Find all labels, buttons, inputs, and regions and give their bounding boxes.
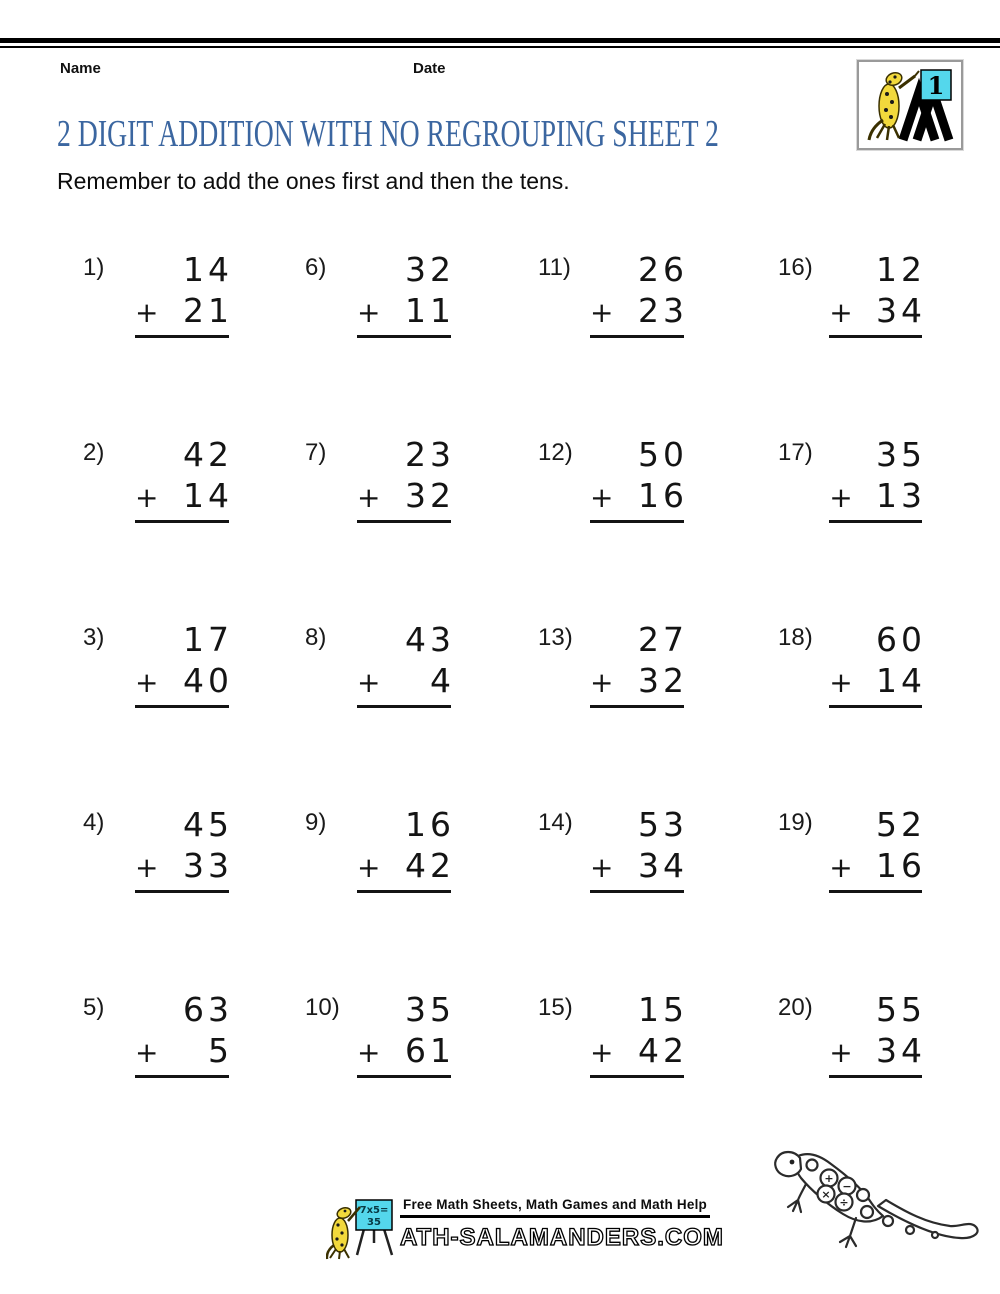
addend-top: 60 <box>876 620 926 659</box>
addend-bottom: 32 <box>638 661 688 700</box>
problem-column <box>357 804 455 893</box>
addend-bottom: 5 <box>208 1031 233 1070</box>
plus-sign: + <box>135 666 159 699</box>
problem-column <box>829 804 926 893</box>
addition-problem <box>83 619 305 804</box>
addend-bottom-row <box>357 661 455 703</box>
problem-number: 19) <box>778 809 813 836</box>
addition-problem <box>305 989 538 1174</box>
footer-wordmark <box>400 1219 724 1253</box>
addend-bottom: 32 <box>405 476 455 515</box>
problem-number: 3) <box>83 624 105 651</box>
problem-column <box>829 619 926 708</box>
addend-top: 52 <box>876 805 926 844</box>
addend-bottom-row <box>829 476 926 518</box>
addition-problem <box>778 619 926 804</box>
problem-column <box>590 804 688 893</box>
addend-bottom-row <box>135 476 233 518</box>
problem-number: 16) <box>778 254 813 281</box>
gecko-times-symbol: × <box>821 1188 831 1201</box>
addend-bottom-row <box>590 291 688 333</box>
problem-column <box>135 249 233 338</box>
problem-column <box>829 249 926 338</box>
addend-top: 45 <box>183 805 233 844</box>
addend-bottom: 23 <box>638 291 688 330</box>
addend-bottom: 61 <box>405 1031 455 1070</box>
addend-bottom-row <box>829 1031 926 1073</box>
date-label: Date <box>413 60 446 77</box>
addition-problem <box>538 249 778 434</box>
addition-problem <box>778 249 926 434</box>
plus-sign: + <box>590 296 614 329</box>
addend-bottom-row <box>357 476 455 518</box>
addend-bottom-row <box>829 846 926 888</box>
addend-top: 15 <box>638 990 688 1029</box>
addend-top: 12 <box>876 250 926 289</box>
addition-problem <box>83 989 305 1174</box>
problem-number: 12) <box>538 439 573 466</box>
gecko-minus-symbol: − <box>842 1180 852 1193</box>
problem-column <box>829 434 926 523</box>
problem-number: 17) <box>778 439 813 466</box>
addition-problem <box>538 804 778 989</box>
plus-sign: + <box>135 481 159 514</box>
problem-column <box>590 619 688 708</box>
footer-rule <box>400 1215 710 1218</box>
addition-problem <box>305 434 538 619</box>
problem-number: 14) <box>538 809 573 836</box>
addend-bottom-row <box>357 846 455 888</box>
addend-top: 35 <box>876 435 926 474</box>
problem-number: 2) <box>83 439 105 466</box>
addition-problem <box>83 804 305 989</box>
addend-bottom-row <box>135 291 233 333</box>
addend-bottom-row <box>135 1031 233 1073</box>
badge-salamander-logo-icon <box>859 62 961 148</box>
sheet-badge <box>857 60 963 150</box>
badge-number: 1 <box>927 71 945 100</box>
plus-sign: + <box>829 296 853 329</box>
footer-salamander-easel-icon <box>326 1197 400 1261</box>
problem-number: 1) <box>83 254 105 281</box>
addend-top: 27 <box>638 620 688 659</box>
addend-bottom-row <box>135 846 233 888</box>
problem-number: 7) <box>305 439 327 466</box>
wordmark-text: ATH-SALAMANDERS.COM <box>400 1223 724 1251</box>
top-rule-thin <box>0 46 1000 48</box>
problem-column <box>590 249 688 338</box>
addend-top: 43 <box>405 620 455 659</box>
plus-sign: + <box>590 481 614 514</box>
addend-top: 42 <box>183 435 233 474</box>
addend-bottom-row <box>590 476 688 518</box>
addend-bottom: 16 <box>638 476 688 515</box>
addend-top: 32 <box>405 250 455 289</box>
addend-bottom: 33 <box>183 846 233 885</box>
board-line1: 7x5= <box>359 1205 389 1216</box>
addend-bottom: 14 <box>183 476 233 515</box>
footer-text-block <box>400 1197 724 1253</box>
problem-column <box>829 989 926 1078</box>
plus-sign: + <box>357 851 381 884</box>
footer-logo <box>326 1197 724 1261</box>
problem-column <box>135 619 233 708</box>
page-title: 2 DIGIT ADDITION WITH NO REGROUPING SHEET 2 <box>57 113 719 155</box>
plus-sign: + <box>590 666 614 699</box>
problem-column <box>590 434 688 523</box>
addend-top: 26 <box>638 250 688 289</box>
problem-number: 10) <box>305 994 340 1021</box>
addend-bottom-row <box>590 1031 688 1073</box>
problem-number: 9) <box>305 809 327 836</box>
problem-column <box>357 434 455 523</box>
addition-problem <box>305 619 538 804</box>
plus-sign: + <box>829 851 853 884</box>
addition-problem <box>83 249 305 434</box>
plus-sign: + <box>829 1036 853 1069</box>
plus-sign: + <box>357 666 381 699</box>
addend-bottom: 34 <box>638 846 688 885</box>
problem-number: 20) <box>778 994 813 1021</box>
footer-tagline: Free Math Sheets, Math Games and Math Help <box>403 1197 707 1212</box>
top-rule-thick <box>0 38 1000 43</box>
addend-bottom: 34 <box>876 1031 926 1070</box>
addition-problem <box>778 434 926 619</box>
addition-problem <box>305 249 538 434</box>
name-label: Name <box>60 60 101 77</box>
addend-top: 16 <box>405 805 455 844</box>
plus-sign: + <box>357 296 381 329</box>
plus-sign: + <box>829 481 853 514</box>
plus-sign: + <box>829 666 853 699</box>
page-subtitle: Remember to add the ones first and then the tens. <box>57 168 570 194</box>
problem-number: 11) <box>538 254 571 281</box>
problem-number: 4) <box>83 809 105 836</box>
problems-grid <box>83 249 926 1174</box>
plus-sign: + <box>357 1036 381 1069</box>
plus-sign: + <box>357 481 381 514</box>
problem-number: 8) <box>305 624 327 651</box>
addend-bottom-row <box>590 661 688 703</box>
addend-bottom-row <box>357 1031 455 1073</box>
plus-sign: + <box>135 296 159 329</box>
addend-bottom: 11 <box>405 291 455 330</box>
addition-problem <box>83 434 305 619</box>
problem-number: 13) <box>538 624 573 651</box>
addition-problem <box>778 804 926 989</box>
addend-top: 17 <box>183 620 233 659</box>
board-line2: 35 <box>367 1217 381 1228</box>
addend-bottom: 13 <box>876 476 926 515</box>
addend-top: 50 <box>638 435 688 474</box>
plus-sign: + <box>590 1036 614 1069</box>
addend-bottom-row <box>590 846 688 888</box>
addend-bottom: 42 <box>638 1031 688 1070</box>
addend-bottom: 16 <box>876 846 926 885</box>
problem-column <box>357 249 455 338</box>
addition-problem <box>538 989 778 1174</box>
addend-bottom: 42 <box>405 846 455 885</box>
addend-top: 23 <box>405 435 455 474</box>
problem-number: 5) <box>83 994 105 1021</box>
problem-number: 18) <box>778 624 813 651</box>
addend-bottom: 14 <box>876 661 926 700</box>
addend-bottom: 40 <box>183 661 233 700</box>
plus-sign: + <box>135 851 159 884</box>
gecko-plus-symbol: + <box>824 1172 834 1185</box>
addend-bottom: 34 <box>876 291 926 330</box>
plus-sign: + <box>135 1036 159 1069</box>
addend-top: 55 <box>876 990 926 1029</box>
gecko-divide-symbol: ÷ <box>839 1196 849 1209</box>
problem-column <box>135 434 233 523</box>
addition-problem <box>538 434 778 619</box>
addend-bottom-row <box>135 661 233 703</box>
addition-problem <box>305 804 538 989</box>
problem-column <box>135 804 233 893</box>
problem-column <box>590 989 688 1078</box>
plus-sign: + <box>590 851 614 884</box>
addition-problem <box>538 619 778 804</box>
addend-bottom: 21 <box>183 291 233 330</box>
problem-column <box>135 989 233 1078</box>
addend-bottom: 4 <box>430 661 455 700</box>
math-gecko-icon <box>770 1138 998 1253</box>
addend-top: 35 <box>405 990 455 1029</box>
problem-number: 15) <box>538 994 573 1021</box>
problem-column <box>357 989 455 1078</box>
addend-top: 53 <box>638 805 688 844</box>
addend-bottom-row <box>357 291 455 333</box>
problem-column <box>357 619 455 708</box>
problem-number: 6) <box>305 254 327 281</box>
addend-top: 63 <box>183 990 233 1029</box>
addend-bottom-row <box>829 661 926 703</box>
addend-top: 14 <box>183 250 233 289</box>
addend-bottom-row <box>829 291 926 333</box>
